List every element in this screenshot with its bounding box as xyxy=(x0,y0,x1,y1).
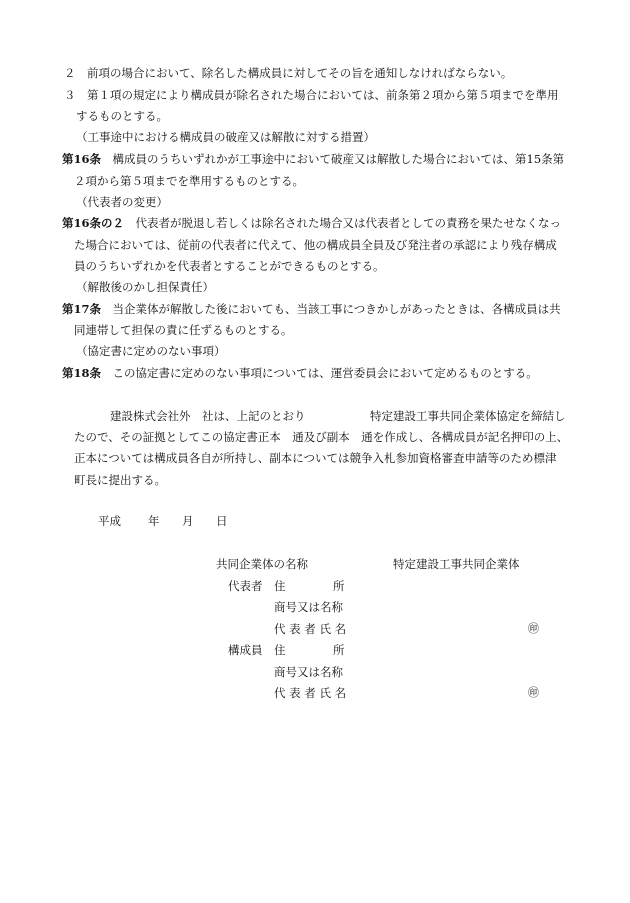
article-16-text-1: 構成員のうちいずれかが工事途中において破産又は解散した場合においては、第15条第 xyxy=(101,152,565,166)
closing-line-1a: 建設株式会社外 社は、上記のとおり xyxy=(110,409,306,423)
representative-person-name-label: 代 表 者 氏 名 xyxy=(274,622,347,636)
article-16-number: 第16条 xyxy=(62,152,102,166)
representative-label: 代表者 xyxy=(228,579,263,593)
closing-line-4: 町長に提出する。 xyxy=(74,473,166,487)
date-year: 年 xyxy=(148,514,160,528)
article-16-line-2: ２項から第５項までを準用するものとする。 xyxy=(74,174,304,188)
article-16-2-line-2: た場合においては、従前の代表者に代えて、他の構成員全員及び発注者の承認により残存構成 xyxy=(74,238,557,252)
article-16-heading: （工事途中における構成員の破産又は解散に対する措置） xyxy=(76,130,375,144)
jv-name-value: 特定建設工事共同企業体 xyxy=(393,557,520,571)
article-17-line-1 xyxy=(62,302,561,316)
closing-line-3: 正本については構成員各自が所持し、副本については競争入札参加資格審査申請等のため標津 xyxy=(74,451,557,465)
article-18-line-1 xyxy=(62,366,538,380)
article-16-2-line-3: 員のうちいずれかを代表者とすることができるものとする。 xyxy=(74,259,385,273)
article-16-2-number: 第16条の２ xyxy=(62,216,125,230)
member-address-label-2: 所 xyxy=(333,643,345,657)
closing-line-2: たので、その証拠としてこの協定書正本 通及び副本 通を作成し、各構成員が記名押印の上、 xyxy=(74,430,569,444)
member-trade-name-label: 商号又は名称 xyxy=(274,665,343,679)
article-16-2-text-1: 代表者が脱退し若しくは除名された場合又は代表者としての責務を果たせなくなっ xyxy=(124,216,562,230)
representative-seal-mark: ㊞ xyxy=(528,622,539,635)
closing-line-1b: 特定建設工事共同企業体協定を締結し xyxy=(370,409,566,423)
paragraph-3-line-1: ３ 第１項の規定により構成員が除名された場合においては、前条第２項から第５項までを準用 xyxy=(64,88,559,102)
date-month: 月 xyxy=(182,514,194,528)
article-17-number: 第17条 xyxy=(62,302,102,316)
article-18-text-1: この協定書に定めのない事項については、運営委員会において定めるものとする。 xyxy=(101,366,538,380)
date-day: 日 xyxy=(216,514,228,528)
date-era: 平成 xyxy=(98,514,121,528)
article-18-heading: （協定書に定めのない事項） xyxy=(76,344,226,358)
article-18-number: 第18条 xyxy=(62,366,102,380)
representative-address-label-2: 所 xyxy=(333,579,345,593)
representative-trade-name-label: 商号又は名称 xyxy=(274,600,343,614)
member-address-label-1: 住 xyxy=(274,643,286,657)
paragraph-3-line-2: するものとする。 xyxy=(76,109,168,123)
member-label: 構成員 xyxy=(228,643,263,657)
article-16-2-heading: （代表者の変更） xyxy=(76,195,168,209)
member-seal-mark: ㊞ xyxy=(528,686,539,699)
article-17-line-2: 同連帯して担保の責に任ずるものとする。 xyxy=(74,323,293,337)
article-17-text-1: 当企業体が解散した後においても、当該工事につきかしがあったときは、各構成員は共 xyxy=(101,302,561,316)
representative-address-label-1: 住 xyxy=(274,579,286,593)
article-16-line-1 xyxy=(62,152,564,166)
paragraph-2-line-1: ２ 前項の場合において、除名した構成員に対してその旨を通知しなければならない。 xyxy=(64,66,513,80)
member-person-name-label: 代 表 者 氏 名 xyxy=(274,686,347,700)
article-17-heading: （解散後のかし担保責任） xyxy=(76,280,214,294)
article-16-2-line-1 xyxy=(62,216,561,230)
jv-name-label: 共同企業体の名称 xyxy=(216,557,308,571)
